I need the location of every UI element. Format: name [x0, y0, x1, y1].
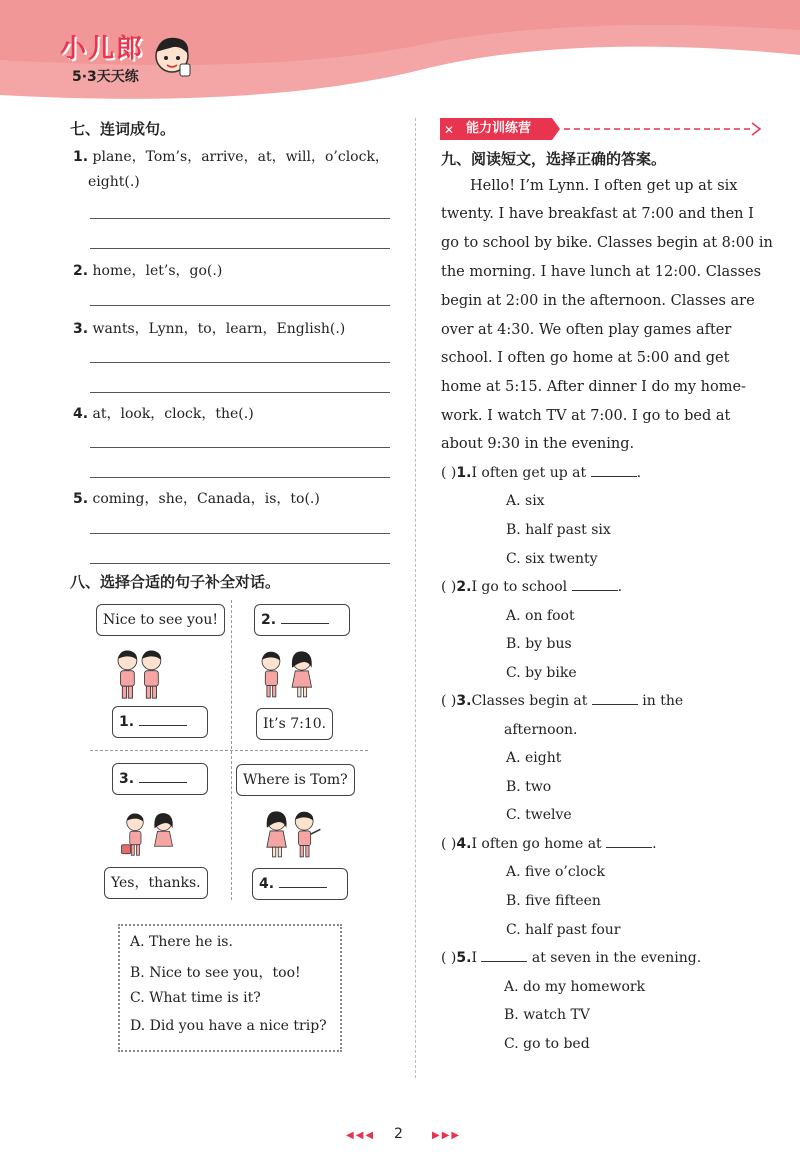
fill-blank[interactable] — [481, 961, 527, 962]
fill-blank[interactable] — [606, 847, 652, 848]
fill-blank[interactable] — [592, 704, 638, 705]
option-item: D. Did you have a nice trip? — [130, 1018, 327, 1034]
question-row: ( )5.I at seven in the evening. — [441, 950, 702, 966]
choice-option[interactable]: C. six twenty — [506, 551, 598, 567]
option-item: B. Nice to see you，too! — [130, 965, 301, 981]
speech-bubble: Yes，thanks. — [104, 867, 208, 899]
passage-line: go to school by bike. Classes begin at 8:00 in — [441, 235, 773, 251]
passage-line: work. I watch TV at 7:00. I go to bed at — [441, 408, 731, 424]
choice-option[interactable]: B. two — [506, 779, 552, 795]
answer-line[interactable] — [90, 218, 390, 219]
speech-bubble: Nice to see you! — [96, 604, 225, 636]
answer-paren[interactable]: ( ) — [441, 693, 457, 709]
passage-line: begin at 2:00 in the afternoon. Classes are — [441, 293, 755, 309]
svg-text:✕: ✕ — [444, 123, 455, 137]
question-row: ( )2.I go to school . — [441, 579, 623, 595]
choice-option[interactable]: C. go to bed — [504, 1036, 590, 1052]
panel-divider-horizontal — [90, 750, 368, 751]
list-item: 5. coming，she，Canada，is，to(.) — [73, 491, 320, 507]
list-item: 1. plane，Tom’s，arrive，at，will，o’clock， — [73, 149, 389, 165]
answer-line[interactable] — [90, 477, 390, 478]
answer-line[interactable] — [90, 248, 390, 249]
choice-option[interactable]: A. six — [506, 493, 545, 509]
answer-bubble-4[interactable]: 4. — [252, 868, 348, 900]
passage-line: home at 5:15. After dinner I do my home- — [441, 379, 746, 395]
choice-option[interactable]: C. half past four — [506, 922, 621, 938]
next-arrows-icon: ▶▶▶ — [432, 1130, 462, 1141]
children-talking-icon — [258, 640, 318, 710]
list-item: 3. wants，Lynn，to，learn，English(.) — [73, 321, 346, 337]
choice-option[interactable]: A. eight — [506, 750, 562, 766]
fill-blank[interactable] — [591, 476, 637, 477]
column-divider — [415, 118, 416, 1078]
children-travel-icon — [120, 800, 180, 870]
answer-bubble-2[interactable]: 2. — [254, 604, 350, 636]
prev-arrows-icon: ◀◀◀ — [346, 1130, 376, 1141]
question-row: ( )3.Classes begin at in the — [441, 693, 684, 709]
passage-line: twenty. I have breakfast at 7:00 and then I — [441, 206, 754, 222]
page-number: 2 — [394, 1126, 403, 1142]
answer-line[interactable] — [90, 392, 390, 393]
choice-option[interactable]: B. watch TV — [504, 1007, 590, 1023]
speech-bubble: It’s 7:10. — [256, 708, 333, 740]
children-greeting-icon — [112, 640, 172, 710]
passage-line: school. I often go home at 5:00 and get — [441, 350, 730, 366]
choice-option[interactable]: A. five o’clock — [506, 864, 605, 880]
section-7-title: 七、连词成句。 — [70, 120, 176, 138]
list-item-continuation: eight(.) — [88, 174, 140, 190]
answer-line[interactable] — [90, 447, 390, 448]
question-row: ( )1.I often get up at . — [441, 465, 642, 481]
brand-logo: 小儿郎 — [60, 34, 145, 64]
question-row: ( )4.I often go home at . — [441, 836, 657, 852]
choice-option[interactable]: B. five fifteen — [506, 893, 601, 909]
answer-line[interactable] — [90, 362, 390, 363]
fill-blank[interactable] — [572, 590, 618, 591]
answer-paren[interactable]: ( ) — [441, 579, 457, 595]
speech-bubble: Where is Tom? — [236, 764, 355, 796]
answer-paren[interactable]: ( ) — [441, 465, 457, 481]
passage-line: over at 4:30. We often play games after — [441, 322, 732, 338]
passage-line: about 9:30 in the evening. — [441, 436, 635, 452]
list-item: 4. at，look，clock，the(.) — [73, 406, 254, 422]
answer-paren[interactable]: ( ) — [441, 836, 457, 852]
answer-bubble-1[interactable]: 1. — [112, 706, 208, 738]
choice-option[interactable]: C. by bike — [506, 665, 577, 681]
choice-option[interactable]: A. on foot — [506, 608, 575, 624]
mascot-icon — [150, 34, 194, 82]
list-item: 2. home，let’s，go(.) — [73, 263, 223, 279]
answer-line[interactable] — [90, 305, 390, 306]
passage-line: the morning. I have lunch at 12:00. Classes — [441, 264, 762, 280]
question-continuation: afternoon. — [504, 722, 578, 738]
answer-paren[interactable]: ( ) — [441, 950, 457, 966]
options-box — [118, 924, 342, 1052]
children-pointing-icon — [262, 800, 322, 870]
option-item: A. There he is. — [130, 934, 233, 950]
choice-option[interactable]: A. do my homework — [504, 979, 646, 995]
choice-option[interactable]: C. twelve — [506, 807, 572, 823]
answer-bubble-3[interactable]: 3. — [112, 763, 208, 795]
choice-option[interactable]: B. by bus — [506, 636, 572, 652]
section-9-title: 九、阅读短文，选择正确的答案。 — [441, 150, 667, 168]
banner-label: 能力训练营 — [466, 121, 532, 136]
section-8-title: 八、选择合适的句子补全对话。 — [70, 573, 281, 591]
answer-line[interactable] — [90, 563, 390, 564]
choice-option[interactable]: B. half past six — [506, 522, 611, 538]
passage-line: Hello! I’m Lynn. I often get up at six — [470, 178, 738, 194]
answer-line[interactable] — [90, 533, 390, 534]
option-item: C. What time is it? — [130, 990, 261, 1006]
brand-subtitle: 5·3天天练 — [72, 69, 139, 85]
